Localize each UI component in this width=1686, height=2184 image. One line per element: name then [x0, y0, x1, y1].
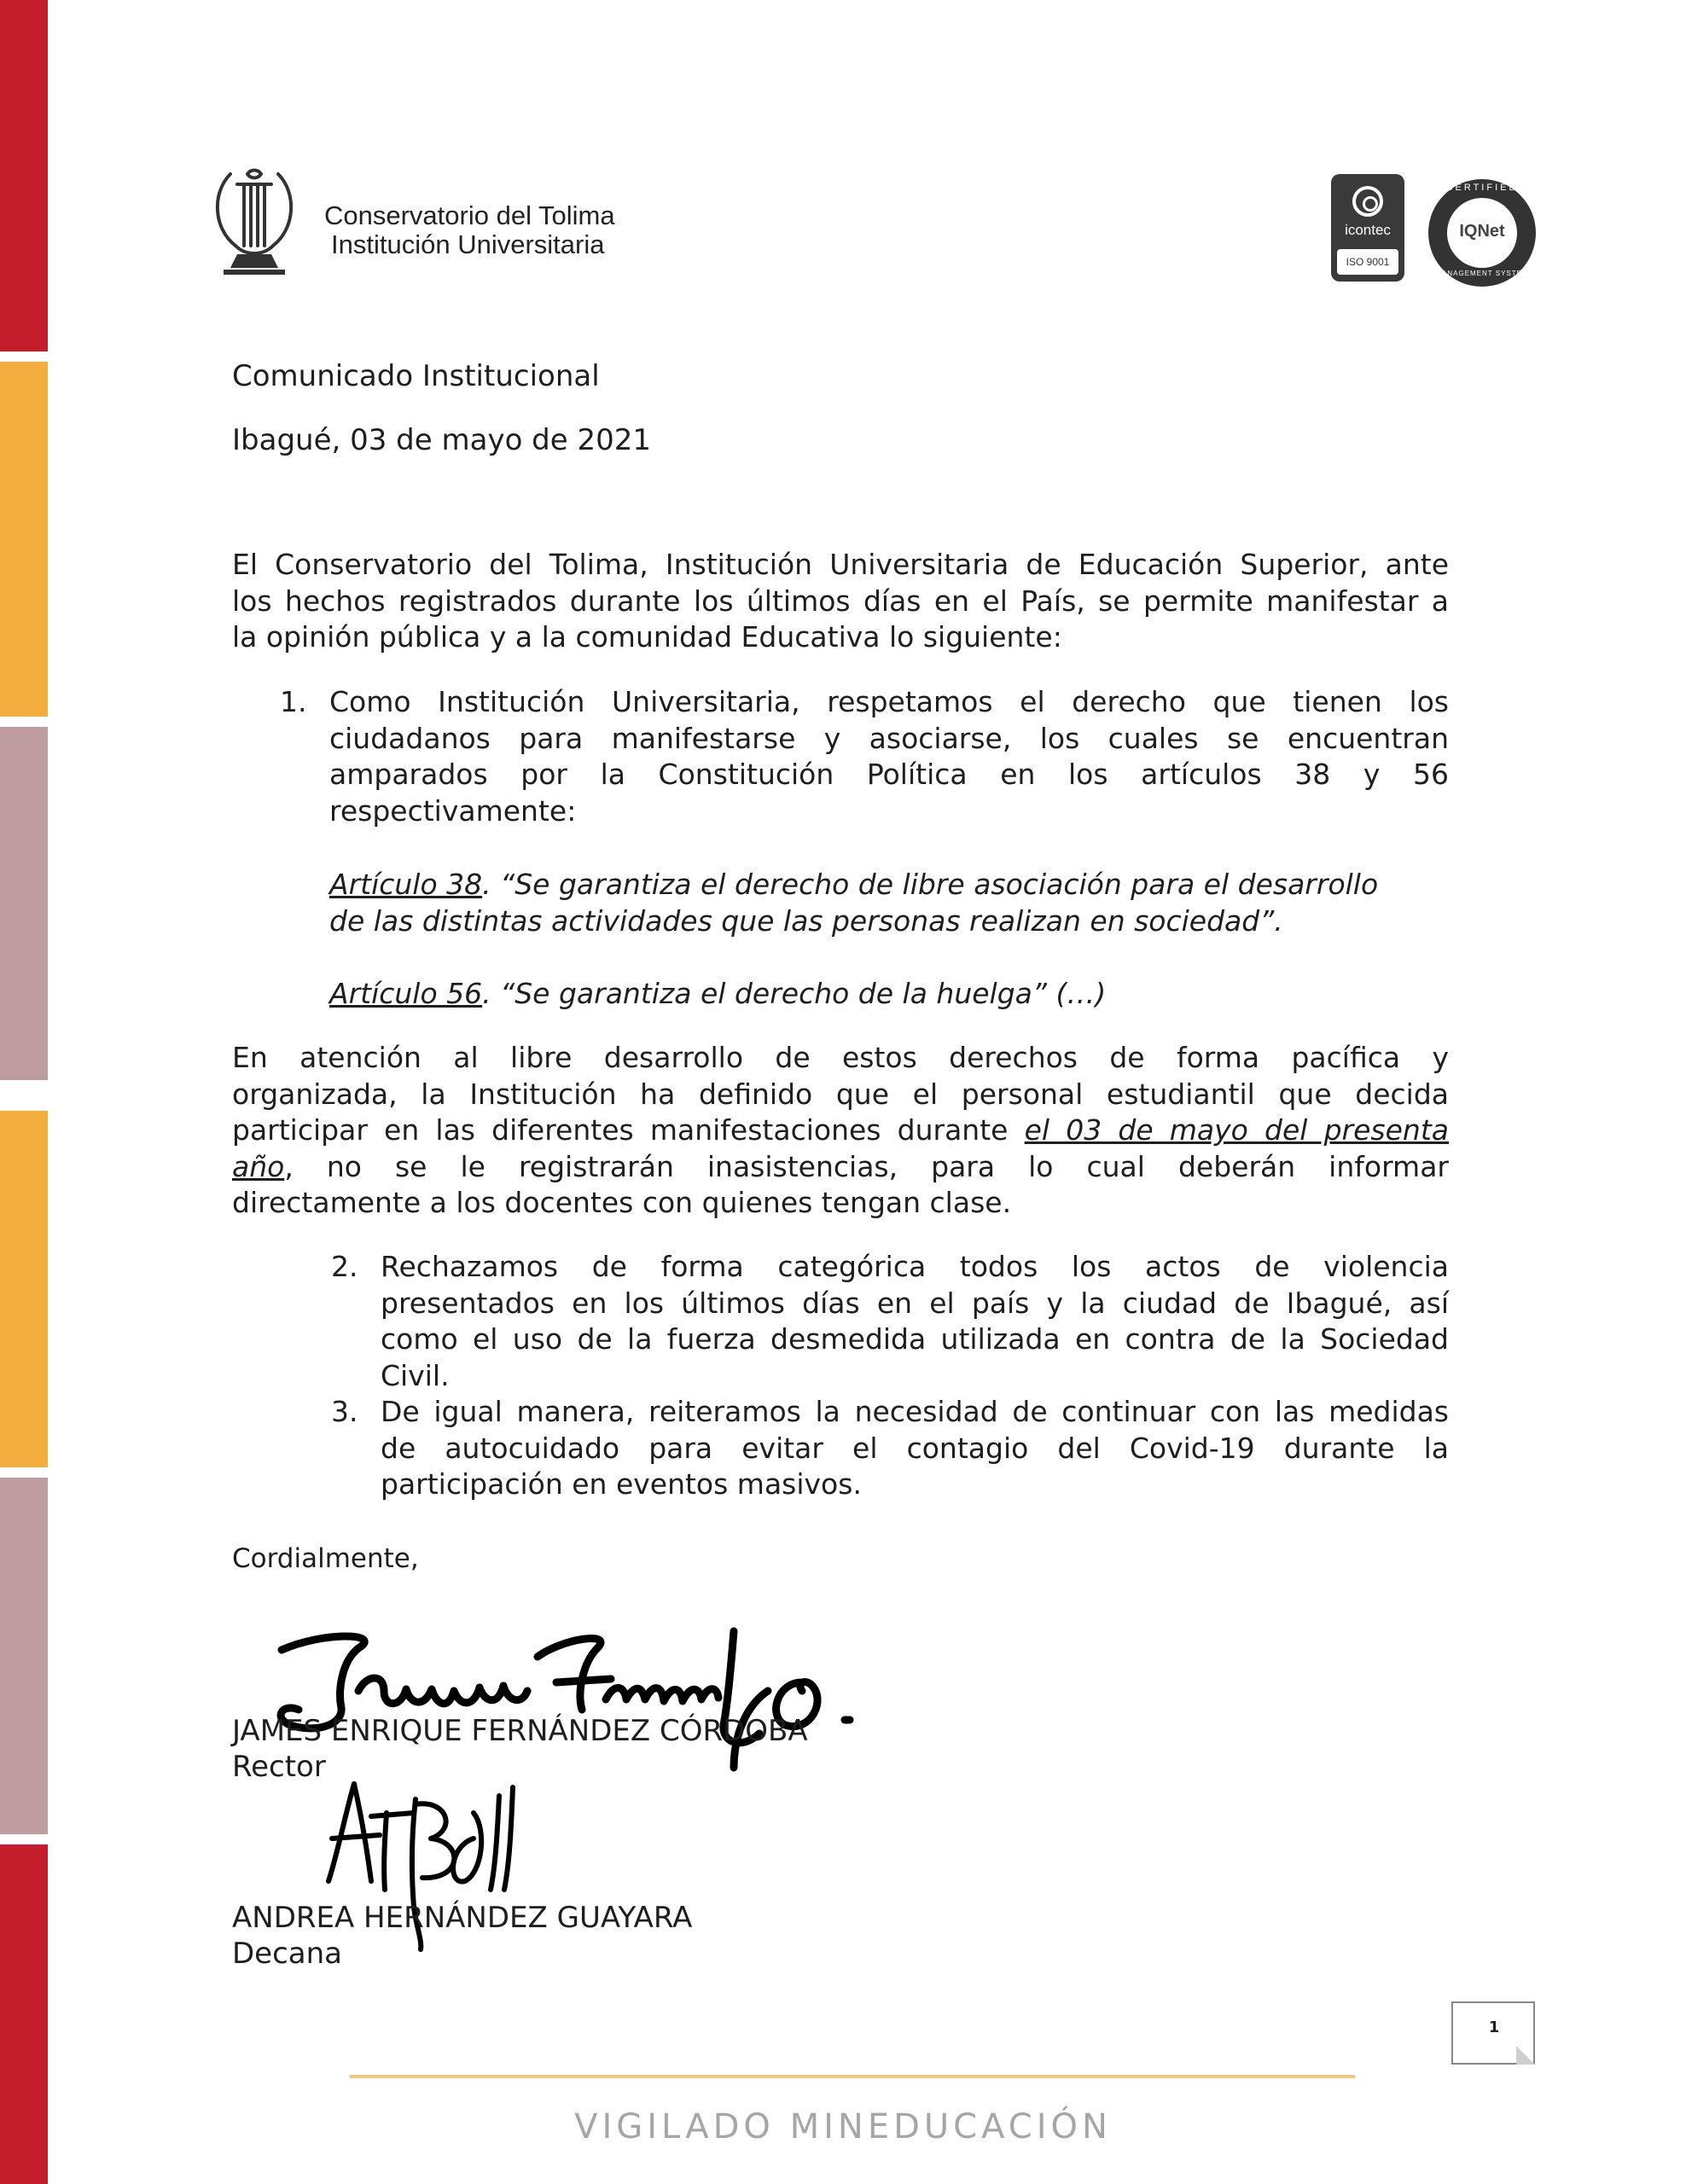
- list-item-line: Como Institución Universitaria, respetamos el derecho que tienen los: [329, 685, 1449, 718]
- intro-line: los hechos registrados durante los últimos días en el País, se permite manifestar a: [232, 584, 1449, 618]
- list-item-line: De igual manera, reiteramos la necesidad de continuar con las medidas: [381, 1395, 1449, 1428]
- list-item-line: Rechazamos de forma categórica todos los actos de violencia: [381, 1250, 1449, 1283]
- attention-line: directamente a los docentes con quienes tengan clase.: [232, 1186, 1012, 1219]
- list-item-line: como el uso de la fuerza desmedida utilizada en contra de la Sociedad: [381, 1322, 1449, 1356]
- page-number: 1: [1488, 2018, 1500, 2036]
- article-38-quote: [329, 867, 1378, 939]
- article-56-label: Artículo 56: [329, 977, 483, 1010]
- attention-line4-text: , no se le registrarán inasistencias, para lo cual deberán informar: [284, 1149, 1449, 1183]
- attention-line: [232, 1112, 1449, 1149]
- article-56-text: . “Se garantiza el derecho de la huelga” (…): [482, 977, 1107, 1010]
- attention-line: En atención al libre desarrollo de estos derechos de forma pacífica y: [232, 1041, 1449, 1074]
- lyre-logo-icon: [212, 167, 297, 278]
- band-segment-orange: [0, 362, 48, 717]
- band-segment-red: [0, 0, 48, 351]
- list-item-line: Civil.: [381, 1358, 450, 1392]
- list-item-number: 2.: [331, 1250, 358, 1283]
- footer-divider: [350, 2075, 1355, 2078]
- list-item-number: 1.: [280, 685, 307, 718]
- list-item-2: [381, 1249, 1449, 1394]
- list-item-line: participación en eventos masivos.: [381, 1467, 862, 1501]
- side-color-band: [0, 0, 48, 2184]
- iqnet-badge-bottom-text: MANAGEMENT SYSTEM: [1435, 270, 1529, 277]
- signer-2-name: ANDREA HERNÁNDEZ GUAYARA: [232, 1901, 693, 1935]
- intro-paragraph: [232, 547, 1449, 656]
- list-item-line: ciudadanos para manifestarse y asociarse, los cuales se encuentran: [329, 721, 1449, 755]
- attention-highlight-date: el 03 de mayo del presenta: [1024, 1113, 1449, 1147]
- list-item-line: amparados por la Constitución Política en los artículos 38 y 56: [329, 758, 1449, 791]
- list-item-line: de autocuidado para evitar el contagio del Covid-19 durante la: [381, 1431, 1449, 1465]
- logo-line-2: Institución Universitaria: [331, 229, 605, 259]
- attention-line3-text: participar en las diferentes manifestaciones durante: [232, 1113, 1025, 1147]
- document-date: Ibagué, 03 de mayo de 2021: [232, 423, 652, 457]
- list-item-3: [381, 1394, 1449, 1503]
- logo-line-1: Conservatorio del Tolima: [324, 200, 615, 230]
- band-segment-orange: [0, 1111, 48, 1467]
- article-38-text: . “Se garantiza el derecho de libre asociación para el desarrollo: [482, 868, 1379, 901]
- attention-paragraph: [232, 1040, 1449, 1222]
- article-56-quote: [329, 976, 1106, 1013]
- icontec-seal-icon: [1352, 186, 1383, 217]
- iqnet-certification-badge: [1428, 179, 1536, 287]
- list-item-number: 3.: [331, 1395, 358, 1428]
- band-segment-mauve: [0, 1478, 48, 1834]
- icontec-badge-iso: ISO 9001: [1337, 249, 1398, 275]
- icontec-badge-name: icontec: [1345, 222, 1391, 238]
- signer-2-role: Decana: [232, 1937, 343, 1971]
- document-heading: Comunicado Institucional: [232, 359, 600, 393]
- attention-line: organizada, la Institución ha definido que el personal estudiantil que decida: [232, 1077, 1449, 1111]
- article-38-text-line2: de las distintas actividades que las personas realizan en sociedad”.: [329, 903, 1283, 938]
- page-fold-icon: [1516, 2046, 1535, 2065]
- iqnet-badge-name: IQNet: [1459, 222, 1505, 241]
- page-number-box: [1451, 2001, 1535, 2065]
- attention-line: [232, 1149, 1449, 1186]
- icontec-certification-badge: [1331, 174, 1404, 282]
- intro-line: El Conservatorio del Tolima, Institución Universitaria de Educación Superior, ante: [232, 548, 1449, 581]
- rector-signature-icon: [256, 1614, 870, 1776]
- intro-line: la opinión pública y a la comunidad Educativa lo siguiente:: [232, 620, 1062, 653]
- signer-1-role: Rector: [232, 1750, 326, 1784]
- article-38-label: Artículo 38: [329, 868, 483, 901]
- list-item-line: respectivamente:: [329, 793, 577, 828]
- signer-1-name: JAMES ENRIQUE FERNÁNDEZ CÓRDOBA: [232, 1714, 808, 1748]
- list-item-line: presentados en los últimos días en el país y la ciudad de Ibagué, así: [381, 1286, 1449, 1320]
- iqnet-badge-top-text: CERTIFIED: [1445, 183, 1519, 193]
- footer-vigilado-text: VIGILADO MINEDUCACIÓN: [574, 2107, 1112, 2146]
- institution-logo-text: [324, 201, 615, 259]
- attention-highlight-year: año: [232, 1149, 285, 1183]
- band-segment-mauve: [0, 727, 48, 1080]
- closing-salutation: Cordialmente,: [232, 1543, 419, 1574]
- list-item-1: [329, 684, 1449, 829]
